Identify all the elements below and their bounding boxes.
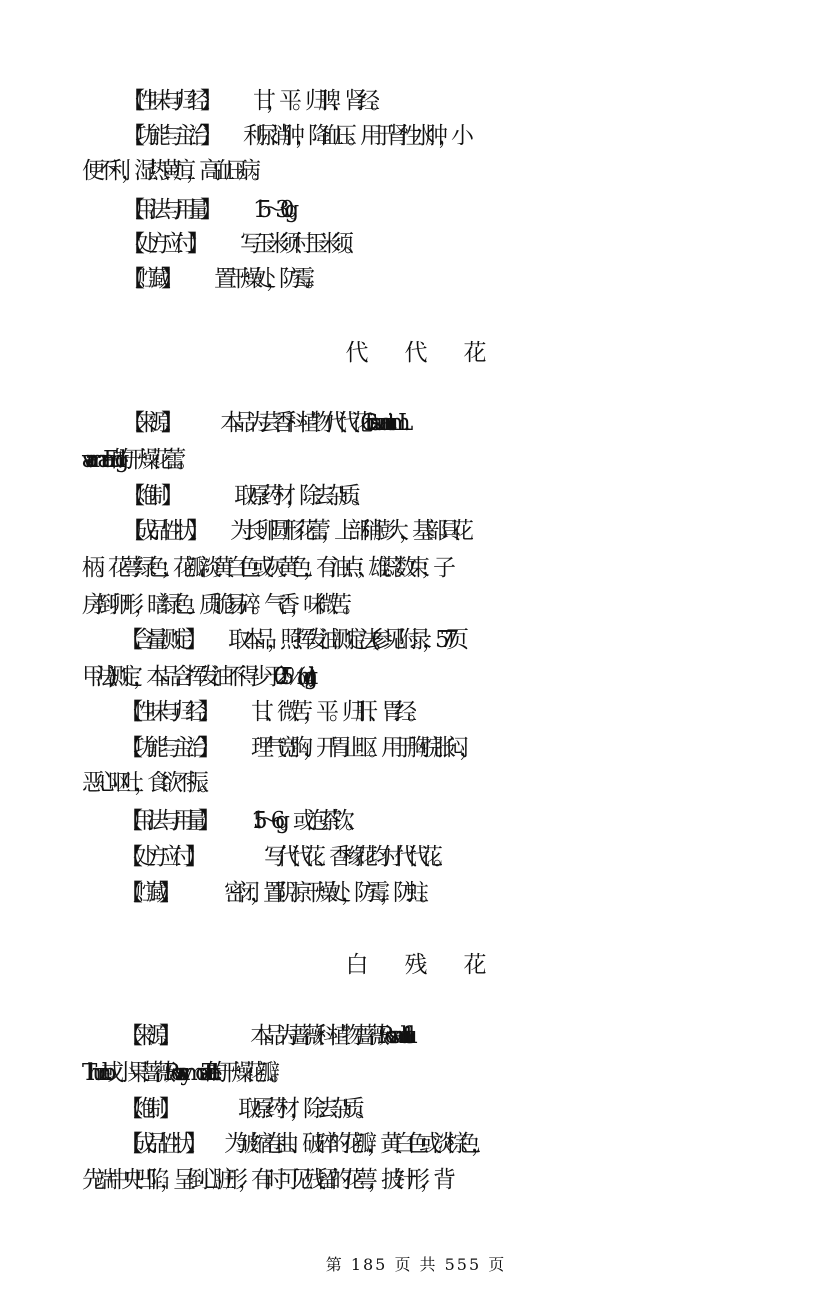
source-text: 本品为蔷薇科植物蔷薇 Rosa multiflora (250, 1023, 407, 1049)
prescription-text: 写玉米须付玉米须。 (240, 231, 357, 257)
section-title-baicanhua: 白残花 (345, 952, 523, 978)
assay-text: 取本品，照挥发油测定法(参见附录，577 页 (228, 627, 460, 653)
processing-text: 取原药材，除去杂质。 (238, 1096, 368, 1122)
processing-label: 【炮制】 (120, 1096, 172, 1122)
baicanhua-processing-line (0, 1094, 832, 1124)
usage-dosage-label: 【用法与用量】 (122, 197, 213, 223)
source-text-2: var. amara Engl. 的干燥花蕾。 (82, 447, 190, 473)
taste-meridian-label: 【性味与归经】 (122, 88, 213, 114)
daidaihua-taste-line (0, 697, 832, 727)
storage-text: 置干燥处，防霉。 (214, 266, 318, 292)
daidaihua-usage-line (0, 806, 832, 836)
section-title-daidaihua: 代代花 (345, 340, 523, 366)
prescription-text: 写代代花、香橼花均付代代花。 (264, 844, 446, 870)
assay-label: 【含量测定】 (120, 627, 198, 653)
characters-text-2: 先端中央凹陷，呈倒心脏形，有时可见残留的花萼，披针形，背 (82, 1167, 446, 1193)
function-indication-text: 理气宽胸，开胃止呕。用于胸脘胀闷， (251, 735, 472, 761)
baicanhua-characters-continuation (0, 1165, 832, 1195)
source-text-2: Thunb. 或小果蔷薇 Rosa cymosa Tratt. 的干燥花瓣。 (82, 1060, 283, 1086)
characters-text-3: 房倒卵形，暗绿色。质脆易碎。气香，味微苦。 (82, 592, 355, 618)
daidaihua-source-continuation (0, 445, 832, 475)
characters-text-2: 柄。花萼绿色；花瓣淡黄白色或灰黄色，有油点；雄蕊数束；子 (82, 555, 446, 581)
function-indication-text-2: 恶心呕吐，食欲不振。 (82, 770, 212, 796)
taste-meridian-line (0, 86, 832, 116)
function-indication-label: 【功能与主治】 (120, 735, 211, 761)
usage-dosage-text: 15～30g。 (253, 197, 303, 223)
source-label: 【来源】 (120, 1023, 172, 1049)
prescription-line (0, 229, 832, 259)
page-number-footer: 第 185 页 共 555 页 (325, 1255, 507, 1274)
storage-label: 【贮藏】 (120, 880, 172, 906)
processing-text: 取原药材，除去杂质。 (234, 483, 364, 509)
daidaihua-source-line (0, 408, 832, 438)
usage-dosage-label: 【用法与用量】 (120, 808, 211, 834)
baicanhua-source-continuation (0, 1058, 832, 1088)
characters-label: 【成品性状】 (122, 518, 200, 544)
function-indication-continuation (0, 156, 832, 186)
prescription-label: 【处方应付】 (122, 231, 200, 257)
source-label: 【来源】 (122, 410, 174, 436)
baicanhua-source-line (0, 1021, 832, 1051)
storage-line (0, 264, 832, 294)
characters-label: 【成品性状】 (120, 1131, 198, 1157)
baicanhua-characters-line (0, 1129, 832, 1159)
characters-text: 为长卵圆形花蕾，上部稍膨大，基部具花 (230, 518, 464, 544)
daidaihua-characters-continuation-2 (0, 590, 832, 620)
processing-label: 【炮制】 (122, 483, 174, 509)
daidaihua-function-line (0, 733, 832, 763)
function-indication-text-2: 便不利，湿热黄疸，高血压病。 (82, 158, 264, 184)
daidaihua-function-continuation (0, 768, 832, 798)
function-indication-text: 利尿消肿，降血压。用于肾性水肿，小 (243, 123, 464, 149)
storage-text: 密闭，置阴凉干燥处，防霉，防蛀。 (224, 880, 432, 906)
daidaihua-characters-line (0, 516, 832, 546)
characters-text: 为皱缩卷曲、破碎的花瓣，黄白色或淡棕色， (224, 1131, 484, 1157)
storage-label: 【贮藏】 (122, 266, 174, 292)
usage-dosage-line (0, 195, 832, 225)
usage-dosage-text: 1.5～6g。或泡茶饮。 (251, 808, 358, 834)
assay-text-2: 甲法)测定，本品含挥发油不得少于 0.25％(ml/g)。 (82, 664, 321, 690)
daidaihua-processing-line (0, 481, 832, 511)
daidaihua-assay-line (0, 625, 832, 655)
taste-meridian-text: 甘、微苦，平。归肝、胃经。 (251, 699, 420, 725)
daidaihua-characters-continuation-1 (0, 553, 832, 583)
taste-meridian-text: 甘，平。归脾、肾经。 (253, 88, 383, 114)
source-text: 本品为芸香科植物代代花 Citrus aurantium L. (220, 410, 401, 436)
function-indication-line (0, 121, 832, 151)
daidaihua-storage-line (0, 878, 832, 908)
function-indication-label: 【功能与主治】 (122, 123, 213, 149)
daidaihua-assay-continuation (0, 662, 832, 692)
prescription-label: 【处方应付】 (120, 844, 198, 870)
taste-meridian-label: 【性味与归经】 (120, 699, 211, 725)
daidaihua-prescription-line (0, 842, 832, 872)
